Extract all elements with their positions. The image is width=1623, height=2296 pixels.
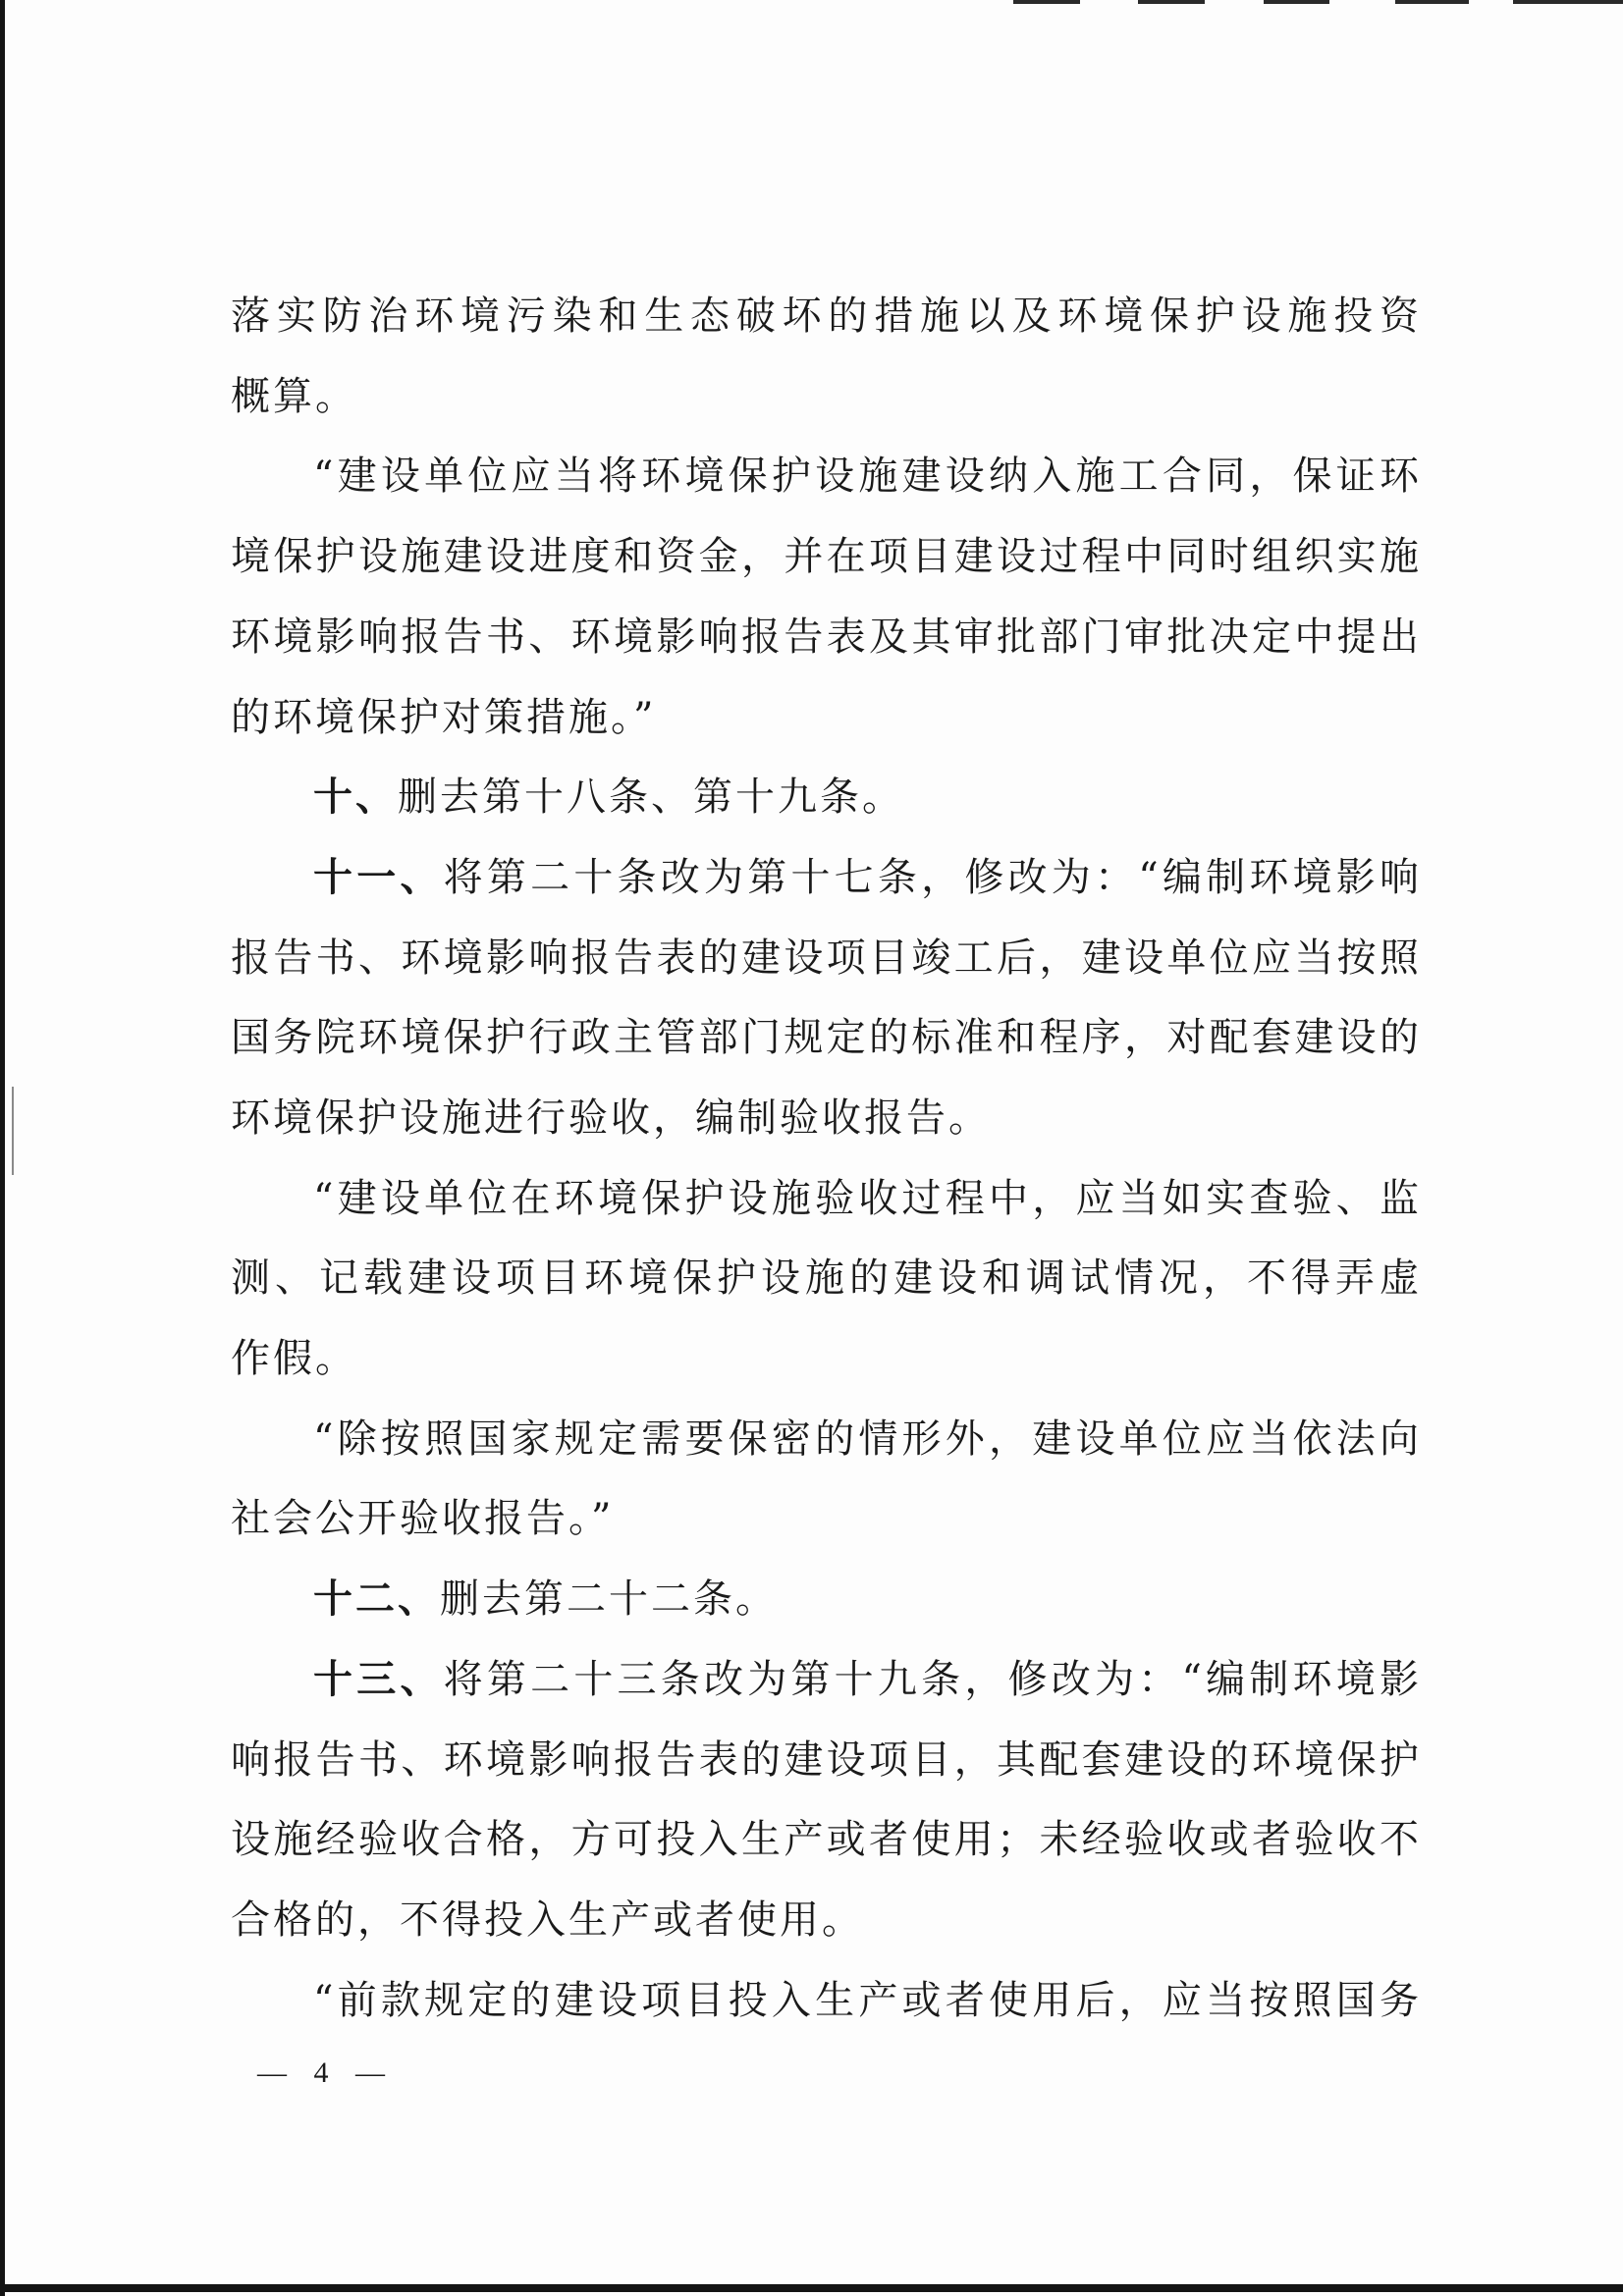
page-number: — 4 — [257,2056,395,2089]
text-line: 环境影响报告书、环境影响报告表及其审批部门审批决定中提出 [231,614,1422,660]
text-line: 落实防治环境污染和生态破坏的措施以及环境保护设施投资 [231,294,1422,339]
scan-edge-bottom-line [0,2284,1623,2292]
item-number: 十二、 [313,1575,440,1622]
scan-top-dash [1395,0,1469,4]
line-text: 删去第十八条、第十九条。 [398,774,904,820]
text-line: “建设单位应当将环境保护设施建设纳入施工合同，保证环 [313,454,1422,499]
scan-top-dash [1513,0,1623,4]
scan-top-dash [1013,0,1080,4]
text-line: 社会公开验收报告。” [231,1496,615,1541]
scan-top-dash [1138,0,1205,4]
item-number: 十、 [313,774,398,820]
text-line: “除按照国家规定需要保密的情形外，建设单位应当依法向 [313,1416,1422,1462]
text-line: 合格的，不得投入生产或者使用。 [231,1897,864,1943]
scan-edge-mark [12,1087,14,1175]
line-text: 将第二十三条改为第十九条，修改为：“编制环境影 [443,1657,1423,1702]
text-line [231,1639,1422,1720]
text-line: “前款规定的建设项目投入生产或者使用后，应当按照国务 [313,1978,1422,2023]
line-text: 删去第二十二条。 [440,1576,778,1622]
text-line: 报告书、环境影响报告表的建设项目竣工后，建设单位应当按照 [231,935,1422,981]
text-line: 作假。 [231,1336,357,1381]
item-number: 十三、 [313,1656,444,1702]
text-line [231,837,1422,918]
text-line: “建设单位在环境保护设施验收过程中，应当如实查验、监 [313,1176,1422,1221]
text-line: 的环境保护对策措施。” [231,695,657,740]
text-line [231,757,1422,837]
text-line: 境保护设施建设进度和资金，并在项目建设过程中同时组织实施 [231,534,1422,579]
text-line: 概算。 [231,374,357,419]
scan-edge-left-line [0,0,5,2296]
text-line: 测、记载建设项目环境保护设施的建设和调试情况，不得弄虚 [231,1255,1422,1301]
text-line: 设施经验收合格，方可投入生产或者使用；未经验收或者验收不 [231,1817,1422,1862]
scan-top-dash [1264,0,1329,4]
text-line: 响报告书、环境影响报告表的建设项目，其配套建设的环境保护 [231,1737,1422,1783]
text-line: 国务院环境保护行政主管部门规定的标准和程序，对配套建设的 [231,1015,1422,1060]
text-line: 环境保护设施进行验收，编制验收报告。 [231,1095,991,1141]
line-text: 将第二十条改为第十七条，修改为：“编制环境影响 [443,855,1423,900]
item-number: 十一、 [313,854,444,900]
text-line [231,1559,1422,1639]
